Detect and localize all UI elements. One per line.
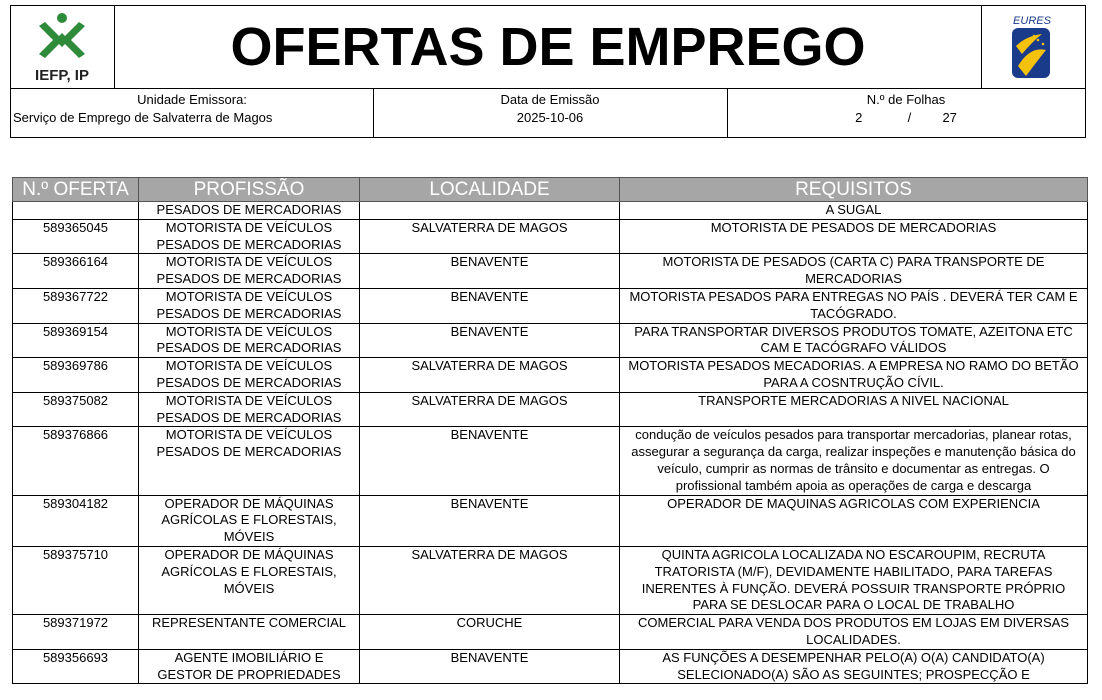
folhas-current: 2 xyxy=(855,110,863,125)
unidade-emissora xyxy=(11,89,374,137)
requirements-cell: AS FUNÇÕES A DESEMPENHAR PELO(A) O(A) CANDIDATO(A) SELECIONADO(A) SÃO AS SEGUINTES; PROSPECÇÃO E xyxy=(620,649,1088,684)
data-emissao xyxy=(373,89,728,137)
offer-number-cell: 589369786 xyxy=(13,358,139,393)
table-row xyxy=(13,427,1088,495)
table-row xyxy=(13,254,1088,289)
offer-number-cell: 589304182 xyxy=(13,495,139,546)
offer-number-cell: 589365045 xyxy=(13,219,139,254)
folhas-sep: / xyxy=(907,110,912,125)
profession-cell: MOTORISTA DE VEÍCULOS PESADOS DE MERCADORIAS xyxy=(139,254,360,289)
col-header-localidade: LOCALIDADE xyxy=(360,178,620,202)
table-row xyxy=(13,358,1088,393)
table-row xyxy=(13,546,1088,614)
unidade-label: Unidade Emissora: xyxy=(137,92,247,107)
eures-logo xyxy=(981,6,1085,88)
profession-cell: REPRESENTANTE COMERCIAL xyxy=(139,615,360,650)
folhas-value xyxy=(727,110,1085,125)
unidade-value: Serviço de Emprego de Salvaterra de Magos xyxy=(13,110,273,125)
profession-cell: MOTORISTA DE VEÍCULOS PESADOS DE MERCADORIAS xyxy=(139,219,360,254)
table-row xyxy=(13,288,1088,323)
requirements-cell: A SUGAL xyxy=(620,202,1088,220)
profession-cell: MOTORISTA DE VEÍCULOS PESADOS DE MERCADORIAS xyxy=(139,288,360,323)
location-cell: BENAVENTE xyxy=(360,649,620,684)
data-value: 2025-10-06 xyxy=(516,110,584,125)
location-cell: BENAVENTE xyxy=(360,495,620,546)
location-cell: BENAVENTE xyxy=(360,323,620,358)
profession-cell: AGENTE IMOBILIÁRIO E GESTOR DE PROPRIEDADES xyxy=(139,649,360,684)
offer-number-cell: 589356693 xyxy=(13,649,139,684)
requirements-cell: condução de veículos pesados para transportar mercadorias, planear rotas, assegurar a segurança da carga, realizar inspeções e manutenção básica do veículo, cumprir as normas de trânsito e documentar as entregas. O profissional também apoia as operações de carga e descarga xyxy=(620,427,1088,495)
data-label: Data de Emissão xyxy=(500,92,600,107)
requirements-cell: QUINTA AGRICOLA LOCALIZADA NO ESCAROUPIM, RECRUTA TRATORISTA (M/F), DEVIDAMENTE HABILITADO, PARA TAREFAS INERENTES À FUNÇÃO. DEVERÁ POSSUIR TRANSPORTE PRÓPRIO PARA SE DESLOCAR PARA O LOCAL DE TRABALHO xyxy=(620,546,1088,614)
page-title: OFERTAS DE EMPREGO xyxy=(230,17,866,77)
iefp-logo-icon xyxy=(11,6,114,88)
folhas-label: N.º de Folhas xyxy=(866,92,946,107)
profession-cell: OPERADOR DE MÁQUINAS AGRÍCOLAS E FLORESTAIS, MÓVEIS xyxy=(139,546,360,614)
requirements-cell: PARA TRANSPORTAR DIVERSOS PRODUTOS TOMATE, AZEITONA ETC CAM E TACÓGRAFO VÁLIDOS xyxy=(620,323,1088,358)
location-cell: SALVATERRA DE MAGOS xyxy=(360,392,620,427)
offer-number-cell: 589375082 xyxy=(13,392,139,427)
location-cell xyxy=(360,202,620,220)
profession-cell: MOTORISTA DE VEÍCULOS PESADOS DE MERCADORIAS xyxy=(139,358,360,393)
header-info-row xyxy=(11,88,1085,137)
profession-cell: OPERADOR DE MÁQUINAS AGRÍCOLAS E FLORESTAIS, MÓVEIS xyxy=(139,495,360,546)
requirements-cell: TRANSPORTE MERCADORIAS A NIVEL NACIONAL xyxy=(620,392,1088,427)
requirements-cell: MOTORISTA DE PESADOS (CARTA C) PARA TRANSPORTE DE MERCADORIAS xyxy=(620,254,1088,289)
eures-logo-icon xyxy=(982,6,1085,88)
offer-number-cell: 589366164 xyxy=(13,254,139,289)
offer-number-cell: 589375710 xyxy=(13,546,139,614)
table-row xyxy=(13,649,1088,684)
svg-text:EURES: EURES xyxy=(1013,15,1051,27)
offers-table xyxy=(12,177,1088,684)
col-header-oferta: N.º OFERTA xyxy=(13,178,139,202)
requirements-cell: MOTORISTA PESADOS PARA ENTREGAS NO PAÍS . DEVERÁ TER CAM E TACÓGRADO. xyxy=(620,288,1088,323)
requirements-cell: COMERCIAL PARA VENDA DOS PRODUTOS EM LOJAS EM DIVERSAS LOCALIDADES. xyxy=(620,615,1088,650)
numero-folhas xyxy=(727,89,1085,137)
profession-cell: MOTORISTA DE VEÍCULOS PESADOS DE MERCADORIAS xyxy=(139,392,360,427)
location-cell: BENAVENTE xyxy=(360,254,620,289)
offer-number-cell: 589369154 xyxy=(13,323,139,358)
location-cell: BENAVENTE xyxy=(360,288,620,323)
requirements-cell: MOTORISTA DE PESADOS DE MERCADORIAS xyxy=(620,219,1088,254)
table-row xyxy=(13,323,1088,358)
document-header xyxy=(10,5,1086,138)
offer-number-cell: 589367722 xyxy=(13,288,139,323)
location-cell: SALVATERRA DE MAGOS xyxy=(360,219,620,254)
offer-number-cell: 589371972 xyxy=(13,615,139,650)
col-header-profissao: PROFISSÃO xyxy=(139,178,360,202)
location-cell: SALVATERRA DE MAGOS xyxy=(360,358,620,393)
table-row xyxy=(13,495,1088,546)
profession-cell: MOTORISTA DE VEÍCULOS PESADOS DE MERCADORIAS xyxy=(139,323,360,358)
profession-cell: MOTORISTA DE VEÍCULOS PESADOS DE MERCADORIAS xyxy=(139,427,360,495)
folhas-total: 27 xyxy=(942,110,957,125)
requirements-cell: MOTORISTA PESADOS MECADORIAS. A EMPRESA NO RAMO DO BETÃO PARA A COSNTRUÇÃO CÍVIL. xyxy=(620,358,1088,393)
table-row xyxy=(13,202,1088,220)
col-header-requisitos: REQUISITOS xyxy=(620,178,1088,202)
profession-cell: PESADOS DE MERCADORIAS xyxy=(139,202,360,220)
table-row xyxy=(13,392,1088,427)
table-header-row xyxy=(13,178,1088,202)
requirements-cell: OPERADOR DE MAQUINAS AGRICOLAS COM EXPERIENCIA xyxy=(620,495,1088,546)
svg-text:IEFP, IP: IEFP, IP xyxy=(35,67,89,84)
offer-number-cell xyxy=(13,202,139,220)
location-cell: SALVATERRA DE MAGOS xyxy=(360,546,620,614)
location-cell: BENAVENTE xyxy=(360,427,620,495)
location-cell: CORUCHE xyxy=(360,615,620,650)
table-row xyxy=(13,615,1088,650)
table-row xyxy=(13,219,1088,254)
iefp-logo xyxy=(11,6,115,88)
offer-number-cell: 589376866 xyxy=(13,427,139,495)
